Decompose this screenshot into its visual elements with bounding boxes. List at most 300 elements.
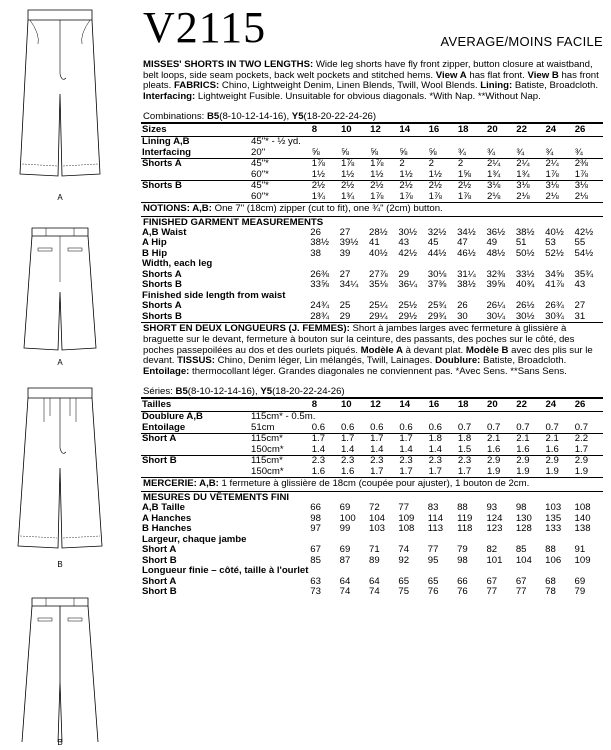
measurement-value: 46½ xyxy=(457,247,476,259)
measurement-value: 77 xyxy=(427,544,439,556)
measurement-value: 34⅝ xyxy=(545,268,564,280)
measurement-value: 138 xyxy=(574,523,591,535)
measurement-value: 31 xyxy=(574,310,586,322)
measurement-value: 36¼ xyxy=(398,279,418,291)
measurement-label: Longueur finie – côté, taille à l'ourlet xyxy=(142,565,309,577)
measurement-value: 79 xyxy=(457,544,468,556)
measurement-value: 33⅝ xyxy=(310,279,329,291)
yardage-value: 1.7 xyxy=(311,434,340,445)
measurement-value: 113 xyxy=(427,523,444,535)
view-b-text: has front pleats. xyxy=(143,69,599,92)
yardage-row xyxy=(141,192,603,203)
yardage-value: 2¼ xyxy=(544,159,573,170)
measurement-value: 30½ xyxy=(515,310,535,322)
yardage-value: ⅝ xyxy=(311,146,320,158)
yardage-value: 1.6 xyxy=(311,465,326,477)
measurement-label: A,B Taille xyxy=(142,502,186,514)
yardage-value: 3⅛ xyxy=(544,181,573,192)
yardage-value: 1.4 xyxy=(428,443,442,455)
difficulty-level: AVERAGE/MOINS FACILE xyxy=(440,34,603,49)
yardage-value: 2.1 xyxy=(544,434,573,445)
yardage-value: 2⅛ xyxy=(516,190,530,202)
yardage-value: 2⅛ xyxy=(545,190,559,202)
measurement-value: 44½ xyxy=(427,247,447,259)
measurement-label: Shorts B xyxy=(142,310,182,322)
measurement-value: 25¼ xyxy=(369,300,388,312)
finished-measurements-title: FINISHED GARMENT MEASUREMENTS xyxy=(141,216,603,228)
row-label: Short B xyxy=(141,456,250,467)
fabrics-label: FABRICS: xyxy=(173,80,220,92)
notions-label: MERCERIE: A,B: xyxy=(143,478,219,490)
measurement-value: 98 xyxy=(310,512,321,524)
yardage-row xyxy=(141,148,603,159)
view-a-label: Modèle A xyxy=(360,344,403,356)
size-header: 22 xyxy=(515,398,544,412)
yardage-value: ¾ xyxy=(545,146,554,158)
measurement-label: Shorts B xyxy=(142,279,182,291)
size-header: 14 xyxy=(398,398,427,412)
yardage-value: 1⅞ xyxy=(311,159,340,170)
yardage-value: 1.7 xyxy=(369,434,398,445)
measurement-value: 40½ xyxy=(369,247,388,259)
row-label xyxy=(141,445,250,456)
row-label xyxy=(141,467,250,478)
measurement-label: Short A xyxy=(142,575,177,587)
measurement-value: 32⅜ xyxy=(486,268,506,280)
measurement-value: 73 xyxy=(310,586,321,598)
measurement-row xyxy=(141,524,603,535)
measurement-value: 42½ xyxy=(398,247,418,259)
yardage-value: 2.3 xyxy=(340,456,369,467)
fabric-width: 45"* xyxy=(250,159,311,170)
measurement-value: 66 xyxy=(457,575,468,587)
measurement-value: 67 xyxy=(515,575,527,587)
measurement-value: 83 xyxy=(427,502,439,514)
measurement-value: 95 xyxy=(427,554,439,566)
technical-drawings xyxy=(0,0,138,750)
fabrics-label: TISSUS: xyxy=(177,355,215,367)
row-label: Short A xyxy=(141,434,250,445)
yardage-value: 1.5 xyxy=(457,443,472,455)
measurement-value: 35⅛ xyxy=(369,279,388,291)
yardage-value: 3⅛ xyxy=(486,181,515,192)
measurement-value: 82 xyxy=(486,544,498,556)
measurement-value: 33½ xyxy=(515,268,535,280)
measurement-value: 35¾ xyxy=(574,268,594,280)
measurement-value: 69 xyxy=(339,502,351,514)
spacer xyxy=(250,398,311,412)
fabric-width: 150cm* xyxy=(251,465,284,477)
measurement-row xyxy=(141,545,603,556)
yardage-value: ¾ xyxy=(574,146,583,158)
yardage-value: 1¾ xyxy=(516,168,530,180)
view-a-front-drawing xyxy=(14,4,106,184)
sizes-label: Sizes xyxy=(141,123,250,137)
lining-text: Batiste, Broadcloth. xyxy=(512,80,599,92)
yardage-value: 2.9 xyxy=(486,456,515,467)
size-header: 18 xyxy=(457,123,486,137)
yardage-value: 2½ xyxy=(311,181,340,192)
measurement-row xyxy=(141,312,603,323)
lining-text: Batiste, Broadcloth. xyxy=(480,355,567,367)
measurement-value: 68 xyxy=(545,575,556,587)
measurement-value: 88 xyxy=(457,502,468,514)
view-label: A xyxy=(57,193,63,202)
measurement-row xyxy=(141,566,603,577)
measurement-value: 106 xyxy=(545,554,562,566)
view-b-back-drawing xyxy=(14,592,106,742)
measurement-value: 72 xyxy=(369,502,380,514)
measurement-value: 30 xyxy=(457,310,468,322)
measurement-value: 27⅞ xyxy=(369,268,388,280)
combinations-label: Combinations: xyxy=(143,111,207,123)
yardage-value: 2½ xyxy=(428,181,457,192)
yardage-value: 1½ xyxy=(399,168,413,180)
view-b-label: Modèle B xyxy=(465,344,509,356)
yardage-value: 2⅜ xyxy=(574,159,603,170)
measurement-value: 41 xyxy=(369,237,380,249)
yardage-value: 1.8 xyxy=(457,434,486,445)
yardage-value: 1⅞ xyxy=(369,159,398,170)
row-label: Shorts A xyxy=(141,159,250,170)
yardage-value: 0.6 xyxy=(311,421,326,433)
yardage-value: 1.7 xyxy=(457,465,472,477)
sizes-label: Tailles xyxy=(141,398,250,412)
pattern-header xyxy=(141,0,603,60)
yardage-value: 2¼ xyxy=(515,159,544,170)
measurement-value: 29½ xyxy=(398,310,418,322)
view-a-text: has flat front. xyxy=(466,69,528,81)
measurement-value: 67 xyxy=(310,544,321,556)
measurement-value: 25 xyxy=(339,300,351,312)
yardage-value: 2⅛ xyxy=(574,190,589,202)
size-header: 12 xyxy=(369,398,398,412)
interfacing-text: thermocollant léger. Grandes diagonales ne conviennent pas. *Avec Sens. **Sans Sens. xyxy=(189,365,567,377)
notions-text: One 7" (18cm) zipper (cut to fit), one ¾" (2cm) button. xyxy=(211,203,443,215)
combinations xyxy=(143,111,603,122)
yardage-value: 1¾ xyxy=(340,190,355,202)
measurement-value: 29 xyxy=(398,268,410,280)
yardage-value: 1.7 xyxy=(398,434,427,445)
measurement-value: 140 xyxy=(574,512,591,524)
yardage-value: 2.9 xyxy=(574,456,603,467)
row-label xyxy=(141,170,250,181)
measurement-value: 135 xyxy=(545,512,562,524)
yardage-value: 2.9 xyxy=(544,456,573,467)
yardage-value: 2.1 xyxy=(515,434,544,445)
measurement-value: 88 xyxy=(545,544,556,556)
lining-label: Doublure: xyxy=(435,355,481,367)
yardage-value: 2 xyxy=(428,159,457,170)
measurement-value: 130 xyxy=(515,512,532,524)
interfacing-text: Lightweight Fusible. Unsuitable for obvious diagonals. *With Nap. **Without Nap. xyxy=(195,90,541,102)
yardage-value: 2½ xyxy=(340,181,369,192)
size-header: 10 xyxy=(340,398,369,412)
view-b-front-drawing xyxy=(14,382,106,557)
pattern-info xyxy=(141,0,603,598)
measurement-value: 29 xyxy=(339,310,351,322)
size-header-row xyxy=(141,398,603,412)
measurement-value: 104 xyxy=(515,554,532,566)
english-notions xyxy=(141,202,603,216)
fabric-width: 115cm* xyxy=(250,434,311,445)
measurement-value: 51 xyxy=(515,237,527,249)
measurement-value: 27 xyxy=(339,268,351,280)
measurement-value: 74 xyxy=(339,586,351,598)
measurement-value: 34½ xyxy=(457,226,476,238)
measurement-label: A Hanches xyxy=(142,512,192,524)
yardage-value: 0.7 xyxy=(487,421,501,433)
yardage-value: 1⅝ xyxy=(457,168,472,180)
measurement-value: 109 xyxy=(574,554,591,566)
measurement-value: 66 xyxy=(310,502,321,514)
measurement-value: 123 xyxy=(486,523,503,535)
size-header: 14 xyxy=(398,123,427,137)
row-label: Shorts B xyxy=(141,181,250,192)
measurement-value: 27 xyxy=(339,226,351,238)
fabric-width: 115cm* - 0.5m. xyxy=(251,411,316,423)
measurement-value: 45 xyxy=(427,237,439,249)
size-header: 16 xyxy=(428,398,457,412)
view-label: B xyxy=(57,560,63,569)
row-label: Interfacing xyxy=(142,146,192,158)
measurement-value: 133 xyxy=(545,523,562,535)
yardage-value: ¾ xyxy=(487,146,496,158)
measurement-value: 43 xyxy=(574,279,586,291)
measurement-value: 118 xyxy=(457,523,473,535)
yardage-value: 1.6 xyxy=(487,443,501,455)
measurement-value: 93 xyxy=(486,502,498,514)
description-title: MISSES' SHORTS IN TWO LENGTHS: xyxy=(143,59,314,70)
size-header: 10 xyxy=(340,123,369,137)
yardage-value: 0.6 xyxy=(370,421,384,433)
size-header: 8 xyxy=(311,398,340,412)
yardage-row xyxy=(141,467,603,478)
yardage-value: ⅝ xyxy=(399,146,408,158)
yardage-value: 1.4 xyxy=(399,443,413,455)
interfacing-label: Interfacing: xyxy=(143,90,196,102)
yardage-value: 1⅞ xyxy=(399,190,413,202)
yardage-value: ¾ xyxy=(457,146,466,158)
measurement-value: 39⅝ xyxy=(486,279,506,291)
yardage-value: 1.7 xyxy=(370,465,384,477)
yardage-value: 1.7 xyxy=(340,434,369,445)
measurement-value: 108 xyxy=(574,502,591,514)
yardage-value: 1.4 xyxy=(370,443,384,455)
yardage-value: ⅝ xyxy=(370,146,379,158)
yardage-value: 2½ xyxy=(369,181,398,192)
size-header: 8 xyxy=(311,123,340,137)
measurement-value: 91 xyxy=(574,544,586,556)
measurement-label: Largeur, chaque jambe xyxy=(142,533,247,545)
combo-y5-sizes: (18-20-22-24-26) xyxy=(303,111,377,123)
yardage-row xyxy=(141,445,603,456)
fabric-width: 115cm* xyxy=(250,456,311,467)
measurement-label: B Hanches xyxy=(142,523,192,535)
yardage-value: 1.7 xyxy=(428,465,442,477)
measurement-value: 39 xyxy=(339,247,351,259)
description-text: Short à jambes larges avec fermeture à glissière à braguette sur le devant, fermeture à bouton sur la ceinture, des passants, des poches sur le côté, des poches passepoilées au dos et des ourlets piqués. xyxy=(143,323,575,356)
yardage-value: 0.7 xyxy=(516,421,530,433)
size-header: 24 xyxy=(544,123,573,137)
measurement-value: 109 xyxy=(398,512,415,524)
fabric-width: 45"* - ½ yd. xyxy=(251,136,301,148)
measurement-label: Shorts A xyxy=(142,268,182,280)
combo-b5: B5 xyxy=(207,111,220,123)
measurement-value: 30¼ xyxy=(486,310,506,322)
measurement-label: B Hip xyxy=(142,247,168,259)
measurement-value: 71 xyxy=(369,544,380,556)
measurement-value: 41⅞ xyxy=(545,279,564,291)
size-header: 22 xyxy=(515,123,544,137)
yardage-value: 1⅞ xyxy=(545,168,559,180)
yardage-value: 1.4 xyxy=(340,443,355,455)
measurement-value: 26 xyxy=(457,300,468,312)
measurement-label: A Hip xyxy=(142,237,167,249)
size-header-row xyxy=(141,123,603,137)
measurement-label: Short B xyxy=(142,586,177,598)
measurement-value: 48½ xyxy=(486,247,506,259)
measurement-value: 69 xyxy=(574,575,586,587)
measurement-value: 39½ xyxy=(339,237,359,249)
measurement-label: Short B xyxy=(142,554,177,566)
view-label: A xyxy=(57,358,63,367)
fabrics-text: Chino, Denim léger, Lin mélangés, Twill, Lainages. xyxy=(215,355,436,367)
view-a-back-drawing xyxy=(14,222,106,357)
yardage-value: 0.7 xyxy=(545,421,559,433)
measurement-label: Short A xyxy=(142,544,177,556)
measurement-value: 104 xyxy=(369,512,386,524)
measurement-value: 26¾ xyxy=(545,300,564,312)
measurement-label: A,B Waist xyxy=(142,226,187,238)
yardage-value: 0.6 xyxy=(399,421,413,433)
interfacing-label: Entoilage: xyxy=(143,365,190,377)
yardage-value: 1¾ xyxy=(487,168,501,180)
yardage-value: 1.6 xyxy=(340,465,355,477)
size-header: 16 xyxy=(428,123,457,137)
measurement-value: 87 xyxy=(339,554,351,566)
yardage-value: 2.3 xyxy=(457,456,486,467)
fabric-width: 20" xyxy=(251,146,266,158)
measurement-value: 25½ xyxy=(398,300,418,312)
measurement-value: 85 xyxy=(515,544,527,556)
measurement-value: 38½ xyxy=(457,279,476,291)
fabric-width: 60"* xyxy=(251,190,269,202)
measurement-value: 32½ xyxy=(427,226,447,238)
view-a-text: à devant plat. xyxy=(402,344,466,356)
combo-y5: Y5 xyxy=(291,111,304,123)
measurement-value: 85 xyxy=(310,554,321,566)
measurement-value: 98 xyxy=(515,502,527,514)
fabric-width: 51cm xyxy=(251,421,275,433)
yardage-value: 2.3 xyxy=(398,456,427,467)
fabric-width: 60"* xyxy=(251,168,269,180)
notions-label: NOTIONS: A,B: xyxy=(143,203,212,215)
yardage-value: 1.6 xyxy=(516,443,530,455)
series-y5: Y5 xyxy=(260,386,273,398)
measurement-value: 65 xyxy=(398,575,410,587)
size-header: 26 xyxy=(574,123,603,137)
measurement-value: 38½ xyxy=(515,226,535,238)
measurement-row xyxy=(141,503,603,514)
measurement-value: 27 xyxy=(574,300,586,312)
row-label xyxy=(141,192,250,203)
series-y5-sizes: (18-20-22-24-26) xyxy=(272,386,345,398)
yardage-value: 1.9 xyxy=(516,465,530,477)
yardage-value: 1½ xyxy=(428,168,442,180)
yardage-value: 1½ xyxy=(370,168,384,180)
english-finished-measurements xyxy=(141,228,603,323)
measurement-value: 77 xyxy=(486,586,498,598)
measurement-value: 54½ xyxy=(574,247,594,259)
measurement-value: 76 xyxy=(427,586,439,598)
french-notions xyxy=(141,477,603,491)
size-header: 18 xyxy=(457,398,486,412)
measurement-value: 99 xyxy=(339,523,351,535)
yardage-value: ⅝ xyxy=(340,146,349,158)
measurement-value: 40½ xyxy=(545,226,564,238)
measurement-value: 50½ xyxy=(515,247,535,259)
yardage-value: 1.9 xyxy=(487,465,501,477)
yardage-value: 1.9 xyxy=(545,465,559,477)
measurement-value: 26¼ xyxy=(486,300,506,312)
measurement-value: 79 xyxy=(574,586,586,598)
french-description xyxy=(141,322,603,378)
yardage-value: 1⅞ xyxy=(457,190,472,202)
measurement-value: 38 xyxy=(310,247,321,259)
measurement-value: 30¾ xyxy=(545,310,564,322)
yardage-value: 2½ xyxy=(398,181,427,192)
measurement-value: 98 xyxy=(457,554,468,566)
series-label: Séries: xyxy=(143,386,176,398)
yardage-value: 2¼ xyxy=(486,159,515,170)
yardage-value: 1⅞ xyxy=(340,159,369,170)
yardage-value: 2⅛ xyxy=(487,190,501,202)
row-label: Doublure A,B xyxy=(142,411,203,423)
yardage-value: 1.7 xyxy=(399,465,413,477)
yardage-value: 2.3 xyxy=(311,456,340,467)
view-a-label: View A xyxy=(435,69,467,81)
measurement-value: 55 xyxy=(574,237,586,249)
measurement-value: 78 xyxy=(545,586,556,598)
measurement-value: 74 xyxy=(398,544,410,556)
measurement-value: 101 xyxy=(486,554,503,566)
description-title: SHORT EN DEUX LONGUEURS (J. FEMMES): xyxy=(143,323,350,335)
notions-text: 1 fermeture à glissière de 18cm (coupée pour ajuster), 1 bouton de 2cm. xyxy=(218,478,530,490)
measurement-value: 128 xyxy=(515,523,532,535)
measurement-value: 34¼ xyxy=(339,279,359,291)
size-header: 24 xyxy=(544,398,573,412)
yardage-row xyxy=(141,170,603,181)
measurement-value: 42½ xyxy=(574,226,594,238)
measurement-value: 47 xyxy=(457,237,468,249)
yardage-value: 1.4 xyxy=(311,443,326,455)
measurement-value: 37⅜ xyxy=(427,279,447,291)
yardage-value: 1¾ xyxy=(311,190,326,202)
size-header: 20 xyxy=(486,398,515,412)
yardage-value: 1½ xyxy=(311,168,326,180)
yardage-value: 1.9 xyxy=(574,465,589,477)
measurement-value: 69 xyxy=(339,544,351,556)
measurement-value: 26 xyxy=(310,226,321,238)
measurement-value: 24¾ xyxy=(310,300,329,312)
measurement-value: 53 xyxy=(545,237,556,249)
yardage-value: 2 xyxy=(398,159,427,170)
measurement-value: 67 xyxy=(486,575,498,587)
measurement-value: 119 xyxy=(457,512,473,524)
row-label: Lining A,B xyxy=(142,136,190,148)
measurement-value: 36½ xyxy=(486,226,506,238)
